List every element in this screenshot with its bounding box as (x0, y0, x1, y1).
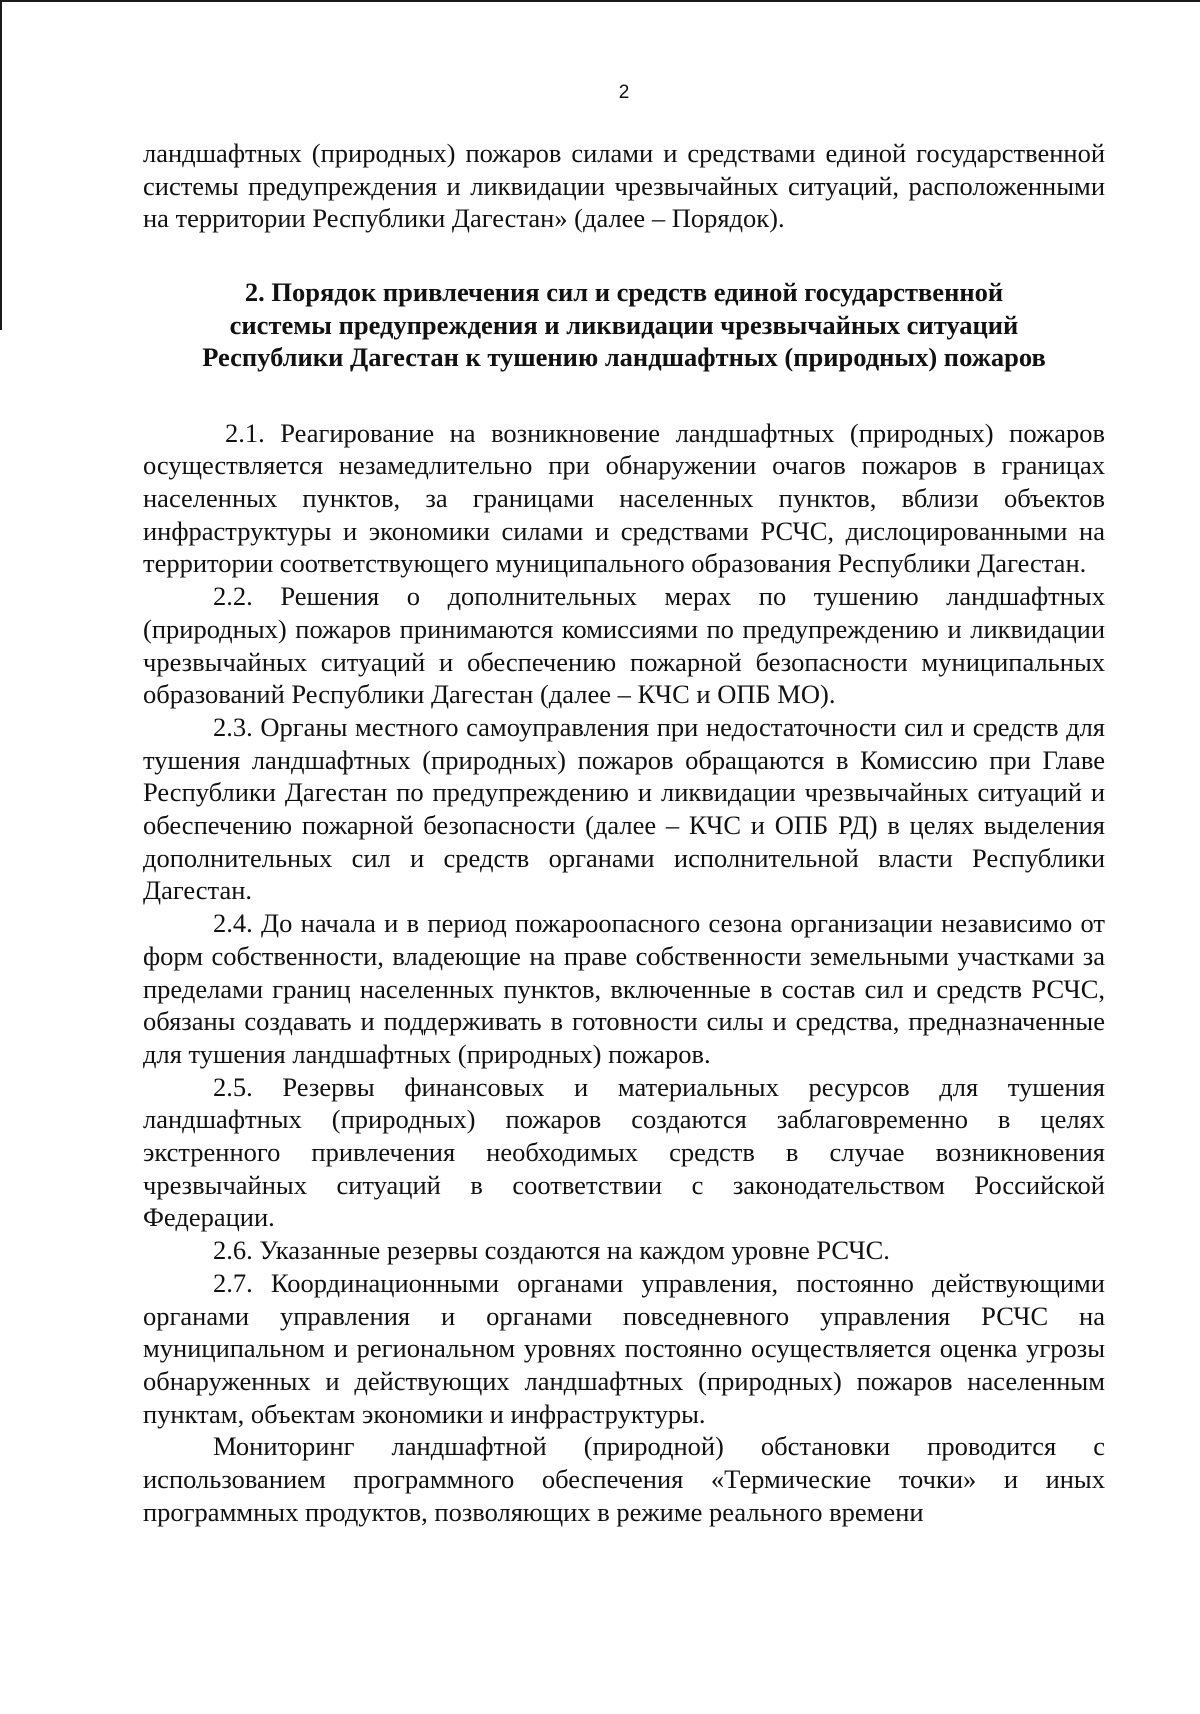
intro-paragraph: ландшафтных (природных) пожаров силами и средствами единой государственной системы предупреждения и ликвидации чрезвычайных ситуаций, расположенными на территории Республики Дагестан» (далее – Порядок). (143, 138, 1105, 234)
paragraph-2-4: 2.4. До начала и в период пожароопасного сезона организации независимо от форм собственности, владеющие на праве собственности земельными участками за пределами границ населенных пунктов, включенные в состав сил и средств РСЧС, обязаны создавать и поддерживать в готовности силы и средства, предназначенные для тушения ландшафтных (природных) пожаров. (143, 908, 1105, 1069)
scan-border-left (0, 0, 2, 330)
paragraph-2-7: 2.7. Координационными органами управления, постоянно действующими органами управления и органами повседневного управления РСЧС на муниципальном и региональном уровнях постоянно осуществляется оценка угрозы обнаруженных и действующих ландшафтных (природных) пожаров населенным пунктам, объектам экономики и инфраструктуры. (143, 1267, 1105, 1429)
section-heading-line: 2. Порядок привлечения сил и средств единой государственной (244, 277, 1004, 308)
paragraph-2-1: 2.1. Реагирование на возникновение ландшафтных (природных) пожаров осуществляется незамедлительно при обнаружении очагов пожаров в границах населенных пунктов, за границами населенных пунктов, вблизи объектов инфраструктуры и экономики силами и средствами РСЧС, дислоцированными на территории соответствующего муниципального образования Республики Дагестан. (143, 417, 1105, 579)
document-body (143, 137, 1105, 1529)
section-heading-line: Республики Дагестан к тушению ландшафтных (природных) пожаров (202, 342, 1046, 373)
paragraph-2-5: 2.5. Резервы финансовых и материальных ресурсов для тушения ландшафтных (природных) пожаров создаются заблаговременно в целях экстренного привлечения необходимых средств в случае возникновения чрезвычайных ситуаций в соответствии с законодательством Российской Федерации. (143, 1071, 1105, 1233)
paragraph-2-6: 2.6. Указанные резервы создаются на каждом уровне РСЧС. (213, 1235, 890, 1266)
page-number: 2 (618, 82, 630, 103)
paragraph-2-2: 2.2. Решения о дополнительных мерах по тушению ландшафтных (природных) пожаров принимаются комиссиями по предупреждению и ликвидации чрезвычайных ситуаций и обеспечению пожарной безопасности муниципальных образований Республики Дагестан (далее – КЧС и ОПБ МО). (143, 581, 1105, 710)
section-heading (143, 276, 1105, 374)
paragraph-monitoring: Мониторинг ландшафтной (природной) обстановки проводится с использованием программного обеспечения «Термические точки» и иных программных продуктов, позволяющих в режиме реального времени (143, 1431, 1105, 1527)
scan-border-top (0, 0, 1200, 2)
section-heading-line: системы предупреждения и ликвидации чрезвычайных ситуаций (229, 309, 1019, 340)
paragraph-2-3: 2.3. Органы местного самоуправления при недостаточности сил и средств для тушения ландшафтных (природных) пожаров обращаются в Комиссию при Главе Республики Дагестан по предупреждению и ликвидации чрезвычайных ситуаций и обеспечению пожарной безопасности (далее – КЧС и ОПБ РД) в целях выделения дополнительных сил и средств органами исполнительной власти Республики Дагестан. (143, 711, 1105, 906)
